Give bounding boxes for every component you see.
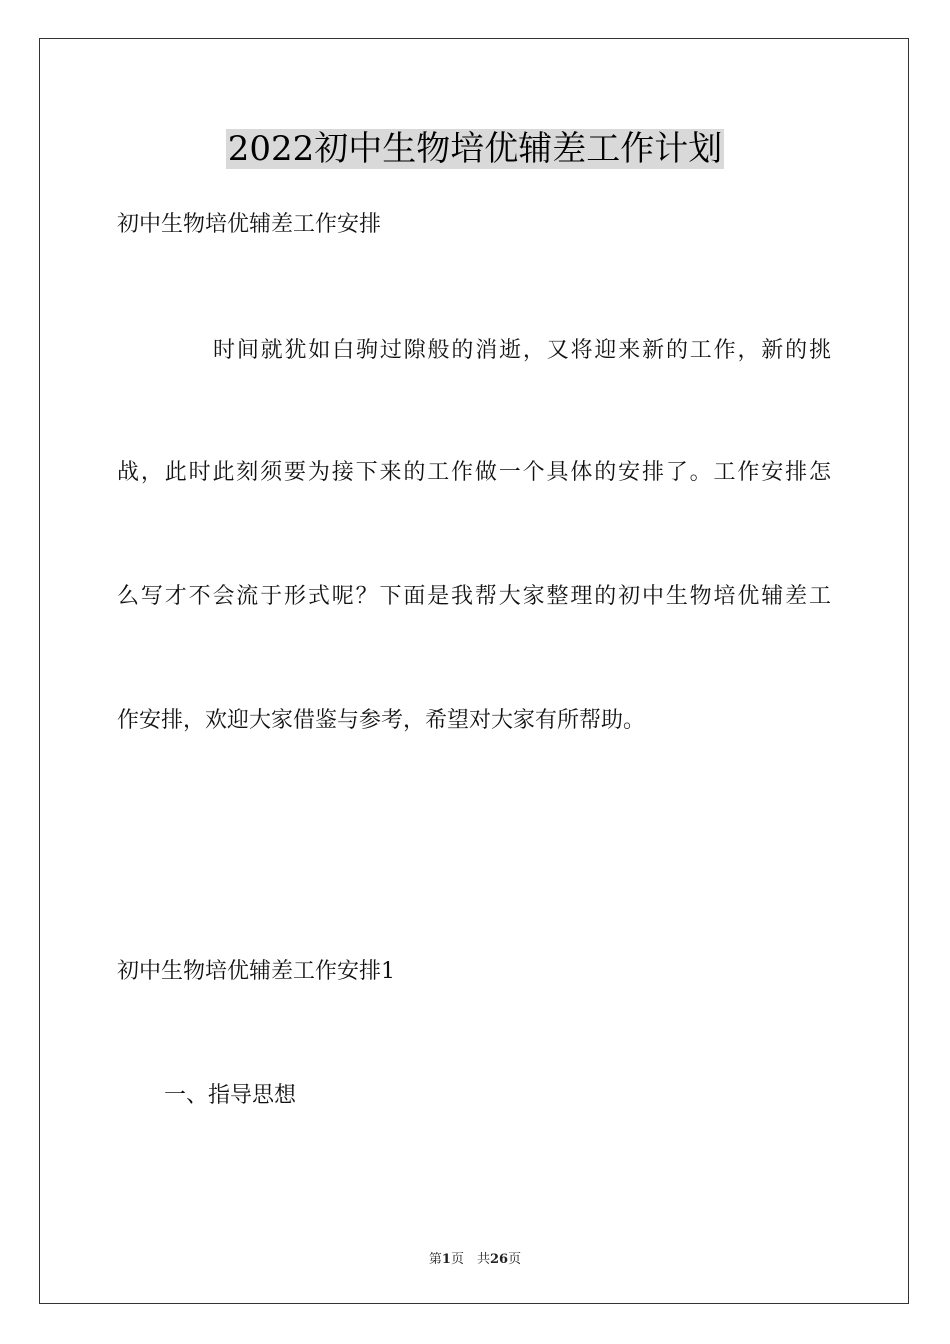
document-subtitle: 初中生物培优辅差工作安排: [117, 212, 382, 237]
heading-guiding-thought: 一、指导思想: [164, 1083, 297, 1108]
section-title: 初中生物培优辅差工作安排1: [117, 959, 395, 984]
footer-total-pages: 26: [489, 1252, 509, 1267]
footer-suffix: 页: [508, 1252, 522, 1267]
document-title: [0, 126, 950, 172]
footer-mid: 页 共: [450, 1252, 490, 1267]
intro-line-2: 战，此时此刻须要为接下来的工作做一个具体的安排了。工作安排怎: [117, 460, 831, 485]
intro-line-1: 时间就犹如白驹过隙般的消逝，又将迎来新的工作，新的挑: [213, 338, 831, 363]
footer-current-page: 1: [441, 1252, 451, 1267]
page-footer: [0, 1248, 950, 1267]
intro-line-3: 么写才不会流于形式呢？下面是我帮大家整理的初中生物培优辅差工: [117, 584, 831, 609]
intro-line-4: 作安排，欢迎大家借鉴与参考，希望对大家有所帮助。: [117, 708, 646, 733]
footer-prefix: 第: [428, 1252, 442, 1267]
document-title-text: 2022初中生物培优辅差工作计划: [227, 129, 723, 169]
